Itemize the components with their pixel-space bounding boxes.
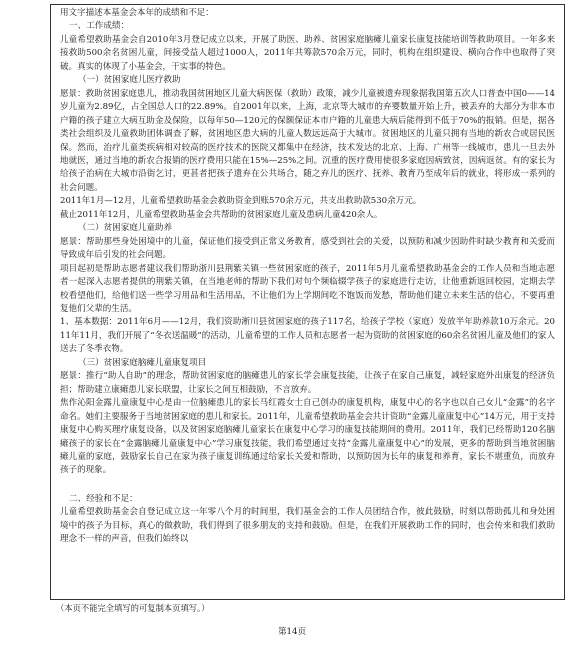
subsection-2-data: 1、基本数据：2011年6月——12月，我们资助淅川县贫困家庭的孩子117名，给孩子学校（家庭）发放半年助养款10万余元。2011年11月，我们开展了“冬衣送温暖”的活动，儿童希望的工作人员和志愿者一起为资助的贫困家庭的60余名贫困儿童及他们的家人送去了冬季衣物。 <box>60 317 555 355</box>
form-prompt: 用文字描述本基金会本年的成绩和不足： <box>60 8 214 18</box>
copy-page-footnote: （本页不能完全填写的可复制本页填写。） <box>56 603 210 613</box>
section-2-title: 二、经验和不足： <box>69 493 138 504</box>
subsection-1-vision: 愿景：救助贫困家庭患儿，推动我国贫困地区儿童大病医保（救助）政策，减少儿童被遗弃现象据我国第五次人口普查中国0——14岁儿童为2.89亿，占全国总人口的22.89%。自2001年以来，上海，北京等大城市的弃婴数量开始上升，被丢弃的大部分为非本市户籍的孩子建立大病互助金及保险，以每年50—120元的保额保证本市户籍的儿童患大病后能得到不低于70%的报销。但是，据各类社会组织及儿童救助团体调查了解，贫困地区患大病的儿童人数远远高于大城市。贫困地区的儿童只拥有当地的新农合或居民医保。然而，治疗儿童类疾病相对较高的医疗技术的医院又都集中在经济，技术发达的北京、上海、广州等一线城市，患儿一旦去外地就医，通过当地的新农合报销的医疗费用只能在15%—25%之间。沉重的医疗费用使很多家庭因病致贫，因病返贫。有的家长为给孩子治病在大城市沿街乞讨，更甚者把孩子遗弃在公共场合，随之弃儿的医疗、抚养、教育乃至成年后的就业，将形成一系列的社会问题。 <box>60 88 555 193</box>
subsection-1-funds: 2011年1月—12月，儿童希望救助基金会救助资金到账570余万元，共支出救助款530余万元。 <box>60 196 422 207</box>
subsection-2-vision: 愿景：帮助那些身处困境中的儿童，保证他们接受到正常义务教育，感受到社会的关爱，以预防和减少因助件时缺少教育和关爱而导致成年后引发的社会问题。 <box>60 236 555 261</box>
page-number: 第14页 <box>277 627 307 637</box>
section-1-title: 一、工作成绩： <box>69 21 130 32</box>
subsection-1-title: （一）贫困家庭儿医疗救助 <box>78 75 181 86</box>
subsection-3-vision: 愿景：推行“助人自助”的理念，帮助贫困家庭的脑瘫患儿的家长学会康复技能，让孩子在家自己康复，减轻家庭外出康复的经济负担；帮助建立康瘫患儿家长联盟，让家长之间互相鼓励，不言放弃。 <box>60 371 555 395</box>
section-2-paragraph: 儿童希望救助基金会自登记成立这一年零八个月的时间里，我们基金会的工作人员团结合作，彼此鼓励，时刻以帮助孤儿和身处困境中的孩子为目标，真心的做救助，我们得到了很多朋友的支持和鼓励。但是，在我们开展救助工作的同时，也会传来和我们救助理念不一样的声音，但我们始终以 <box>60 507 555 545</box>
subsection-1-total: 截止2011年12月，儿童希望救助基金会共帮助的贫困家庭儿童及患病儿童420余人。 <box>60 209 383 220</box>
subsection-3-center: 焦作沁阳金露儿童康复中心是由一位脑瘫患儿的家长马红霞女士自己创办的康复机构，康复中心的名字也以自己女儿“金露”的名字命名。她们主要服务于当地贫困家庭的患儿和家长。2011年，儿童希望救助基金会共计资助“金露儿童康复中心”14万元，用于支持康复中心购买理疗康复设备，以及贫困家庭脑瘫儿童家长在康复中心学习的康复技能期间的费用。2011年，我们已经帮助120名脑瘫孩子的家长在“金露脑瘫儿童康复中心”学习康复技能，我们希望通过支持“金露儿童康复中心”的发展，更多的帮助到当地贫困脑瘫儿童的家庭，鼓励家长自己在家为孩子康复训练通过给家长关爱和帮助，以预防因为长年的康复和养育，家长不堪重负，而放弃孩子的现象。 <box>60 398 555 476</box>
report-form-frame <box>50 4 565 600</box>
subsection-2-title: （二）贫困家庭儿童助养 <box>78 223 173 234</box>
section-spacer <box>60 478 555 493</box>
intro-paragraph: 儿童希望救助基金会自2010年3月登记成立以来，开展了助医、助养、贫困家庭脑瘫儿童家长康复技能培训等救助项目。一年多来接救助500余名贫困儿童，间接受益人超过1000人，2011年共筹款570余万元，同时，机构在组织建设、横向合作中也取得了突破。真实的体现了小基金会，干实事的特色。 <box>60 34 555 72</box>
subsection-2-project: 项目起初是帮助志愿者建议我们帮助浙川县荆紫关镇一些贫困家庭的孩子，2011年5月儿童希望救助基金会的工作人员和当地志愿者一起深入志愿者提供的荆紫关镇，在当地老师的帮助下我们对句个频临辍学孩子的家庭进行走访，让他重新返回校园，定期去学校看望他们，给他们送一些学习用品和生活用品，不让他们为上学期间吃不饱饭而发愁，帮助他们建立未来生活的信心，不要再重复他们父辈的生活。 <box>60 263 555 314</box>
subsection-3-title: （三）贫困家庭脑瘫儿童康复项目 <box>78 357 207 368</box>
